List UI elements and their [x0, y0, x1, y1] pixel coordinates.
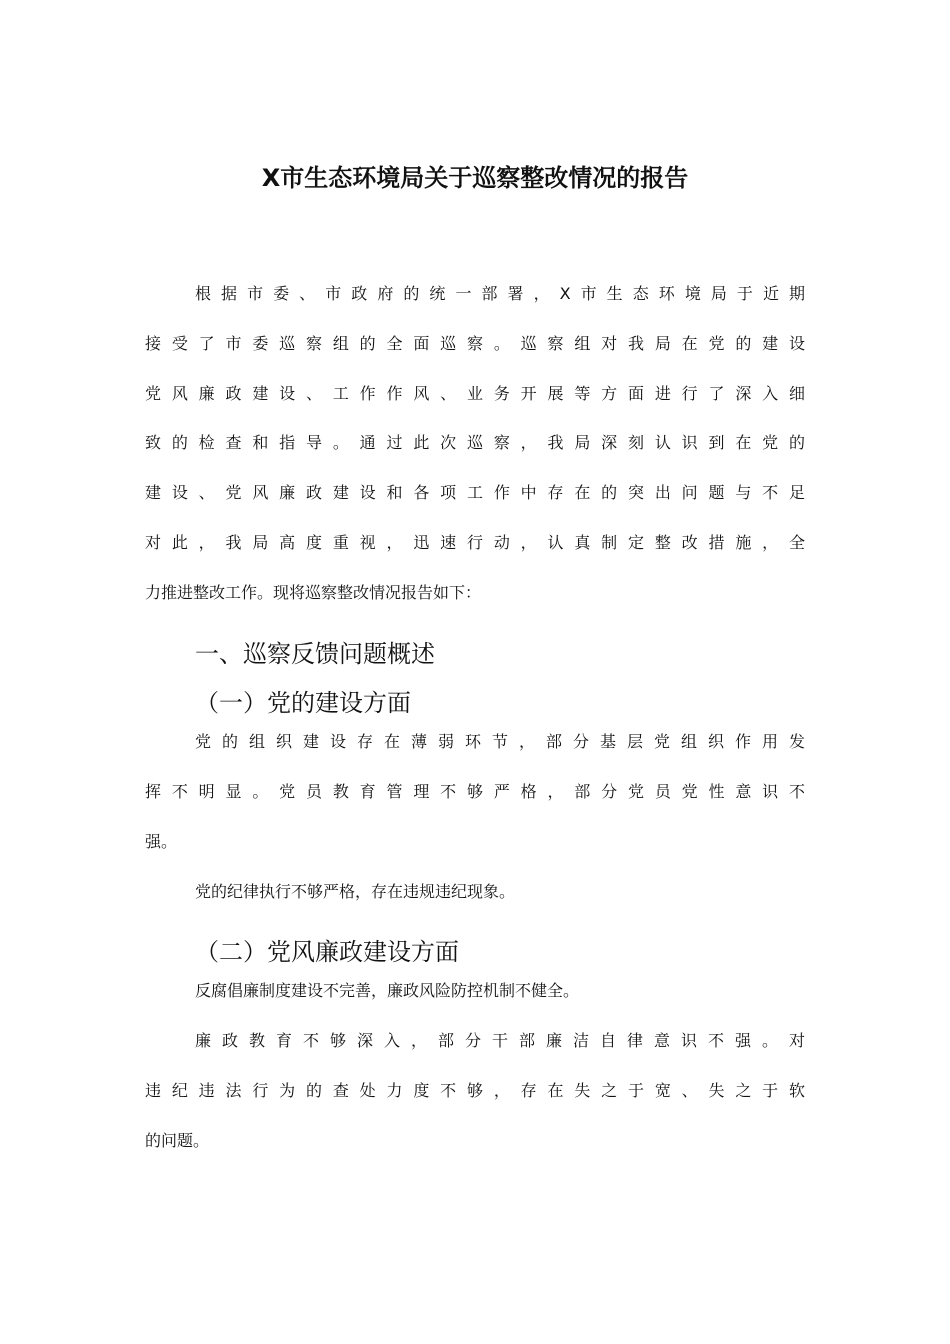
subsection-2-paragraph-1 — [145, 978, 805, 1028]
paragraph-line: 党风廉政建设、工作作风、业务开展等方面进行了深入细 — [145, 383, 805, 403]
paragraph-line: 的问题。 — [145, 1130, 210, 1150]
paragraph-line: 接受了市委巡察组的全面巡察。巡察组对我局在党的建设 — [145, 333, 805, 353]
paragraph-line: 党的纪律执行不够严格，存在违规违纪现象。 — [195, 881, 516, 901]
subsection-heading: （二）党风廉政建设方面 — [195, 938, 459, 967]
subsection-1-paragraph-1 — [145, 729, 805, 878]
document-body — [145, 281, 805, 1177]
document-title: X市生态环境局关于巡察整改情况的报告 — [261, 164, 689, 192]
paragraph-line: 党的组织建设存在薄弱环节，部分基层党组织作用发 — [195, 732, 805, 752]
paragraph-line: 强。 — [145, 831, 178, 851]
paragraph-line: 致的检查和指导。通过此次巡察，我局深刻认识到在党的 — [145, 433, 805, 453]
paragraph-line: 建设、党风廉政建设和各项工作中存在的突出问题与不足 — [145, 483, 805, 503]
section-heading: 一、巡察反馈问题概述 — [195, 639, 435, 668]
paragraph-line: 廉政教育不够深入，部分干部廉洁自律意识不强。对 — [195, 1030, 805, 1050]
paragraph-line: 违纪违法行为的查处力度不够，存在失之于宽、失之于软 — [145, 1080, 805, 1100]
subsection-2-paragraph-2 — [145, 1028, 805, 1177]
intro-paragraph — [145, 281, 805, 630]
paragraph-line: 力推进整改工作。现将巡察整改情况报告如下： — [145, 582, 482, 602]
paragraph-line: 根据市委、市政府的统一部署，X市生态环境局于近期 — [195, 284, 805, 303]
paragraph-line: 挥不明显。党员教育管理不够严格，部分党员党性意识不 — [145, 781, 805, 801]
paragraph-line: 反腐倡廉制度建设不完善，廉政风险防控机制不健全。 — [195, 981, 580, 1001]
subsection-1-paragraph-2 — [145, 879, 805, 929]
subsection-heading: （一）党的建设方面 — [195, 689, 411, 718]
paragraph-line: 对此，我局高度重视，迅速行动，认真制定整改措施，全 — [145, 532, 805, 552]
